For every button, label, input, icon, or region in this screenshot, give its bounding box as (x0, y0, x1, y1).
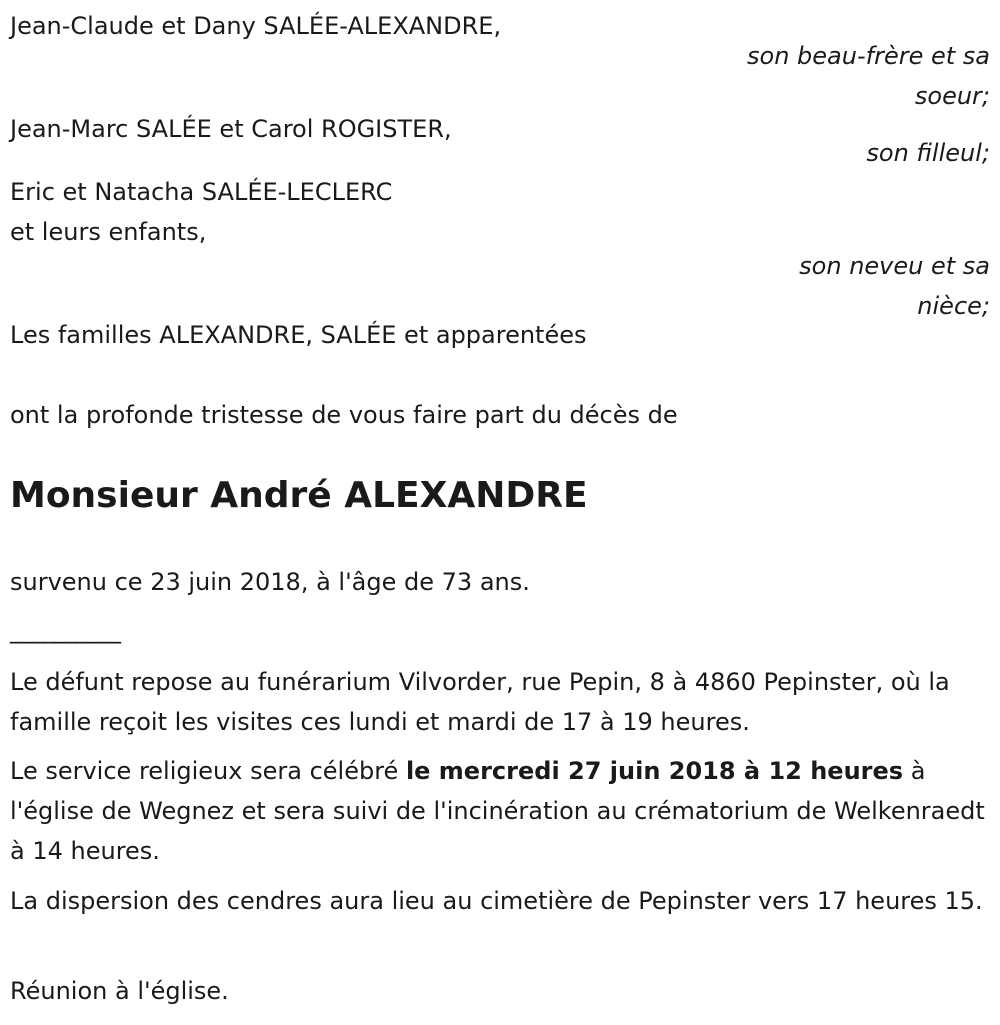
family-relation: son filleul; (866, 139, 990, 167)
service-paragraph (10, 751, 990, 871)
death-info: survenu ce 23 juin 2018, à l'âge de 73 ans. (10, 568, 530, 596)
service-date: le mercredi 27 juin 2018 à 12 heures (405, 757, 904, 785)
service-text: à l'église de Wegnez et sera suivi de l'incinération au crématorium de Welkenraedt à 14 heures. (10, 757, 985, 865)
service-text: Le service religieux sera célébré (10, 757, 406, 785)
family-name: Jean-Marc SALÉE et Carol ROGISTER, (10, 115, 452, 143)
family-entry (10, 109, 990, 173)
family-relation: son beau-frère et sa soeur; (747, 42, 990, 110)
family-relation: son neveu et sa nièce; (799, 252, 990, 320)
announcement: ont la profonde tristesse de vous faire part du décès de (10, 401, 678, 429)
family-name: et leurs enfants, (10, 218, 207, 246)
ashes-paragraph: La dispersion des cendres aura lieu au cimetière de Pepinster vers 17 heures 15. (10, 887, 983, 915)
separator-line: __________ (10, 616, 120, 644)
meeting-paragraph: Réunion à l'église. (10, 977, 229, 1005)
family-entry (10, 6, 990, 116)
families-line: Les familles ALEXANDRE, SALÉE et apparentées (10, 321, 587, 349)
family-name: Eric et Natacha SALÉE-LECLERC (10, 178, 393, 206)
viewing-paragraph: Le défunt repose au funérarium Vilvorder, rue Pepin, 8 à 4860 Pepinster, où la famille reçoit les visites ces lundi et mardi de 17 à 19 heures. (10, 668, 950, 736)
deceased-name: Monsieur André ALEXANDRE (10, 475, 588, 516)
family-entry (10, 172, 990, 326)
family-name: Jean-Claude et Dany SALÉE-ALEXANDRE, (10, 12, 502, 40)
